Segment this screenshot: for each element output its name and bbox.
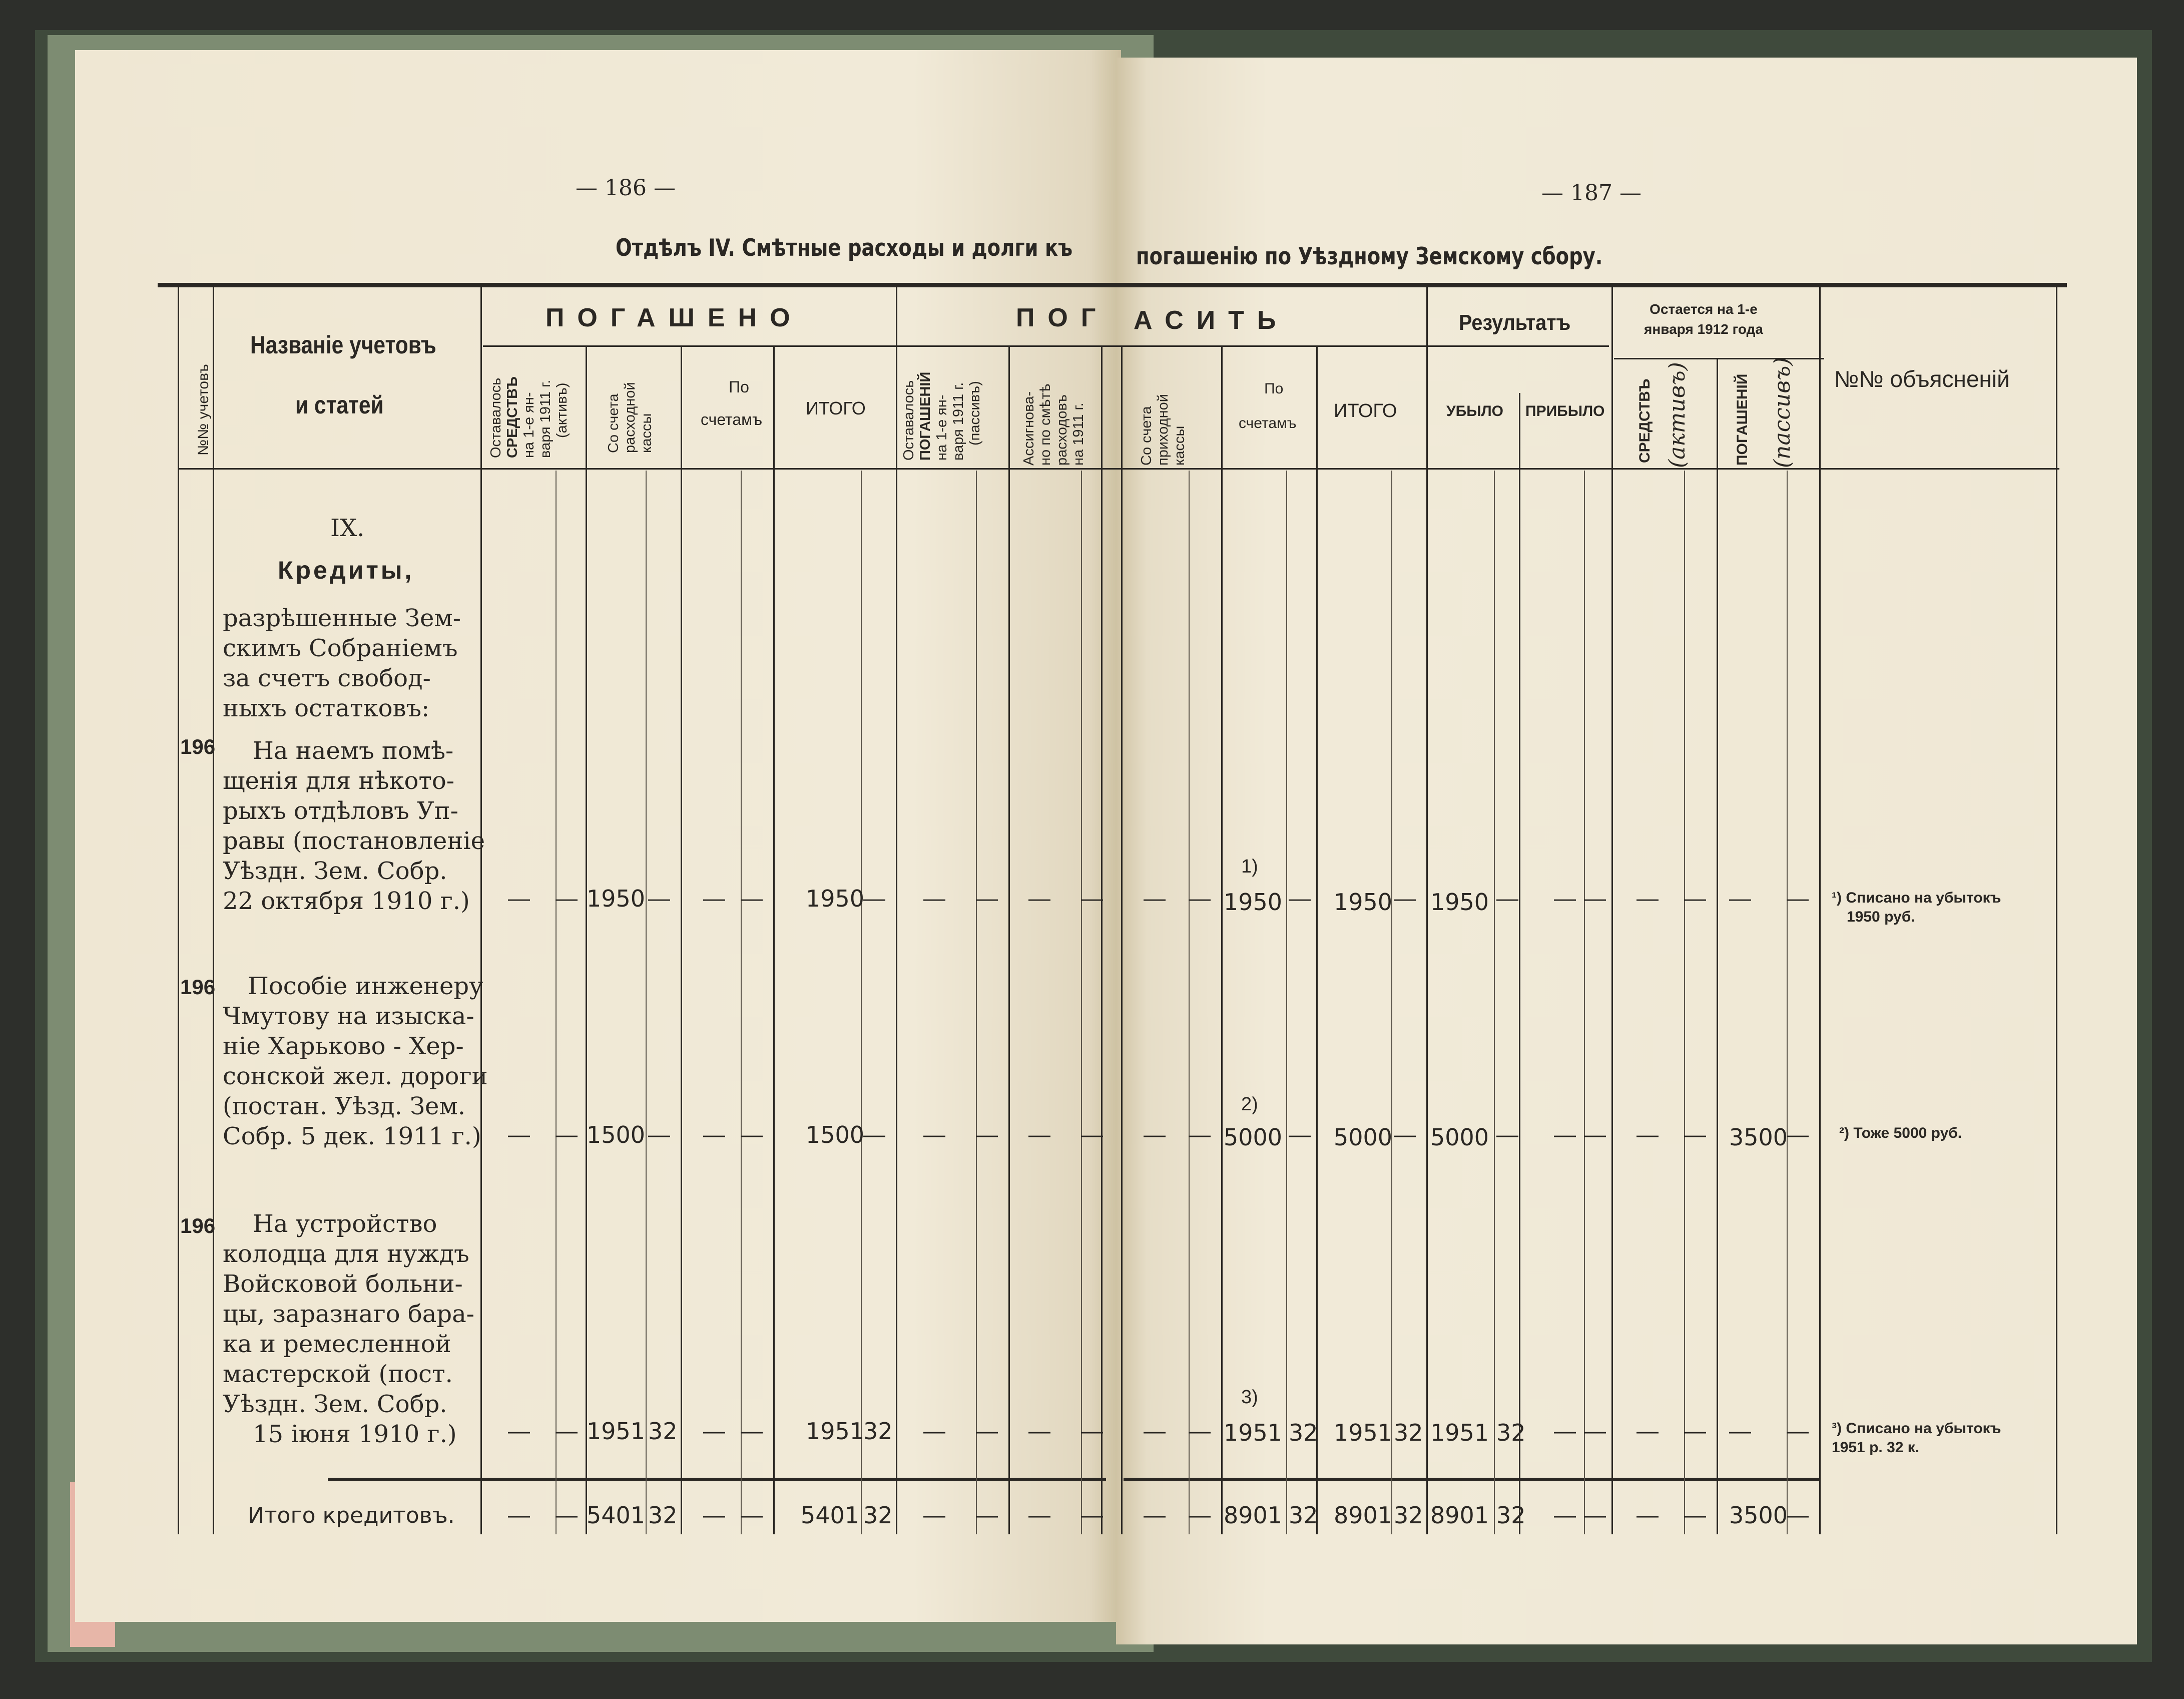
empty-cell-dash: —	[1584, 886, 1606, 911]
left-page-number: — 186 —	[576, 175, 676, 201]
row-kop-po: 32	[1289, 1419, 1318, 1446]
empty-cell-dash: —	[1496, 1122, 1518, 1147]
empty-cell-dash: —	[1684, 1419, 1706, 1443]
header-aktiv: (активъ)	[1665, 362, 1690, 468]
empty-cell-dash: —	[508, 1503, 530, 1527]
row-kop-itogo2: 32	[1394, 1419, 1423, 1446]
row-kop-ubylo: 32	[1496, 1419, 1526, 1446]
row-rash-kassa: 1950	[587, 885, 646, 912]
empty-cell-dash: —	[1028, 1122, 1050, 1147]
row-po-schetam: 1950	[1224, 889, 1283, 916]
row-note-mark: 3)	[1241, 1387, 1258, 1408]
header-so-scheta-rash: Со счета расходной кассы	[606, 382, 655, 453]
empty-cell-dash: —	[1081, 886, 1103, 911]
empty-cell-dash: —	[556, 1503, 578, 1527]
empty-cell-dash: —	[1028, 1419, 1050, 1443]
empty-cell-dash: —	[1081, 1419, 1103, 1443]
section-roman: IX.	[330, 514, 365, 542]
empty-cell-dash: —	[1636, 1419, 1659, 1443]
empty-cell-dash: —	[1189, 1122, 1211, 1147]
empty-cell-dash: —	[863, 886, 885, 911]
empty-cell-dash: —	[1787, 1503, 1809, 1527]
empty-cell-dash: —	[703, 1122, 725, 1147]
header-ostaetsya: Остается на 1-е января 1912 года	[1644, 301, 1763, 337]
header-col-num: №№ учетовъ	[195, 364, 212, 456]
header-pogasheniy: ПОГАШЕНІЙ	[1734, 373, 1751, 466]
row-note: ¹) Списано на убытокъ 1950 руб.	[1832, 890, 2001, 925]
empty-cell-dash: —	[976, 1503, 998, 1527]
row-text: На устройство колодца для нуждъ Войсковой больни- цы, заразнаго бара- ка и ремесленной мастерской (пост. Уѣздн. Зем. Собр. 15 іюня 1910 г.)	[223, 1210, 474, 1448]
empty-cell-dash: —	[1289, 1122, 1311, 1147]
empty-cell-dash: —	[976, 886, 998, 911]
header-pogasit-b: АСИТЬ	[1134, 306, 1289, 335]
row-num: 196	[180, 735, 216, 758]
empty-cell-dash: —	[741, 1122, 763, 1147]
total-kop-itogo2: 32	[1394, 1502, 1423, 1529]
header-ostavalos-sredstv: Оставалось СРЕДСТВЪ на 1-е ян- варя 1911 г. (активъ)	[488, 376, 570, 458]
empty-cell-dash: —	[1189, 1503, 1211, 1527]
empty-cell-dash: —	[556, 1122, 578, 1147]
empty-cell-dash: —	[1584, 1419, 1606, 1443]
empty-cell-dash: —	[1028, 1503, 1050, 1527]
empty-cell-dash: —	[1081, 1122, 1103, 1147]
empty-cell-dash: —	[1684, 1503, 1706, 1527]
empty-cell-dash: —	[923, 1122, 945, 1147]
empty-cell-dash: —	[648, 1122, 670, 1147]
empty-cell-dash: —	[1787, 1122, 1809, 1147]
header-rezultat: Результатъ	[1459, 310, 1571, 335]
total-kop-itogo: 32	[863, 1502, 893, 1529]
row-kop-itogo: 32	[863, 1418, 893, 1445]
empty-cell-dash: —	[1144, 1122, 1166, 1147]
empty-cell-dash: —	[1028, 886, 1050, 911]
header-sredstv: СРЕДСТВЪ	[1636, 378, 1653, 463]
empty-cell-dash: —	[1554, 1419, 1576, 1443]
row-note-mark: 1)	[1241, 856, 1258, 877]
row-itogo: 1950	[806, 885, 865, 912]
row-note: ³) Списано на убытокъ 1951 р. 32 к.	[1832, 1420, 2001, 1456]
empty-cell-dash: —	[508, 1419, 530, 1443]
empty-cell-dash: —	[976, 1122, 998, 1147]
total-ubylo: 8901	[1430, 1502, 1489, 1529]
empty-cell-dash: —	[1684, 1122, 1706, 1147]
header-col-name-1: Названіе учетовъ	[250, 331, 436, 359]
right-page-number: — 187 —	[1541, 180, 1642, 206]
row-po-schetam: 1951	[1224, 1419, 1283, 1446]
header-itogo: ИТОГО	[806, 398, 866, 418]
total-rash-kassa: 5401	[587, 1502, 646, 1529]
row-po-schetam: 5000	[1224, 1124, 1283, 1151]
header-ostavalos-pogash: Оставалось ПОГАШЕНІЙ на 1-е ян- варя 1911 г. (пассивъ)	[901, 371, 983, 461]
header-col-name-2: и статей	[295, 391, 384, 419]
empty-cell-dash: —	[1554, 1122, 1576, 1147]
empty-cell-dash: —	[976, 1419, 998, 1443]
empty-cell-dash: —	[1787, 1419, 1809, 1443]
empty-cell-dash: —	[1144, 886, 1166, 911]
empty-cell-dash: —	[508, 1122, 530, 1147]
right-page-title: погашенію по Уѣздному Земскому сбору.	[1136, 243, 1603, 270]
total-pogasheniy: 3500	[1729, 1502, 1788, 1529]
empty-cell-dash: —	[923, 1503, 945, 1527]
row-note-mark: 2)	[1241, 1094, 1258, 1115]
total-kop-ubylo: 32	[1496, 1502, 1526, 1529]
row-ubylo: 1951	[1430, 1419, 1489, 1446]
section-desc: разрѣшенные Зем- скимъ Собраніемъ за счетъ свобод- ныхъ остатковъ:	[223, 604, 461, 722]
row-text: На наемъ помѣ- щенія для нѣкото- рыхъ отдѣловъ Уп- равы (постановленіе Уѣздн. Зем. Собр. 22 октября 1910 г.)	[223, 737, 485, 915]
total-kop: 32	[648, 1502, 678, 1529]
row-kop: 32	[648, 1418, 678, 1445]
empty-cell-dash: —	[1636, 886, 1659, 911]
header-po-schetam: По счетамъ	[701, 378, 763, 429]
empty-cell-dash: —	[556, 886, 578, 911]
row-itogo2: 1950	[1334, 889, 1393, 916]
empty-cell-dash: —	[1554, 886, 1576, 911]
empty-cell-dash: —	[703, 1419, 725, 1443]
empty-cell-dash: —	[1394, 1122, 1416, 1147]
header-ubylo: УБЫЛО	[1446, 403, 1503, 419]
empty-cell-dash: —	[1729, 1419, 1751, 1443]
empty-cell-dash: —	[703, 886, 725, 911]
row-itogo2: 1951	[1334, 1419, 1393, 1446]
empty-cell-dash: —	[1289, 886, 1311, 911]
empty-cell-dash: —	[1554, 1503, 1576, 1527]
header-passiv: (пассивъ)	[1770, 357, 1795, 468]
total-kop-po: 32	[1289, 1502, 1318, 1529]
empty-cell-dash: —	[741, 1419, 763, 1443]
row-ubylo: 1950	[1430, 889, 1489, 916]
empty-cell-dash: —	[1636, 1122, 1659, 1147]
empty-cell-dash: —	[703, 1503, 725, 1527]
empty-cell-dash: —	[1787, 886, 1809, 911]
header-so-scheta-prih: Со счета приходной кассы	[1139, 394, 1188, 466]
empty-cell-dash: —	[508, 886, 530, 911]
empty-cell-dash: —	[1144, 1503, 1166, 1527]
row-itogo: 1500	[806, 1121, 865, 1148]
header-pogasheno: ПОГАШЕНО	[545, 303, 803, 332]
left-page-title: Отдѣлъ IV. Смѣтные расходы и долги къ	[616, 234, 1073, 262]
header-pribylo: ПРИБЫЛО	[1525, 403, 1605, 419]
empty-cell-dash: —	[741, 886, 763, 911]
row-itogo: 1951	[806, 1418, 865, 1445]
row-note: ²) Тоже 5000 руб.	[1839, 1125, 1962, 1141]
empty-cell-dash: —	[1584, 1122, 1606, 1147]
row-itogo2: 5000	[1334, 1124, 1393, 1151]
empty-cell-dash: —	[923, 886, 945, 911]
total-itogo: 5401	[801, 1502, 860, 1529]
total-label: Итого кредитовъ.	[248, 1503, 455, 1528]
empty-cell-dash: —	[1189, 886, 1211, 911]
empty-cell-dash: —	[1729, 886, 1751, 911]
empty-cell-dash: —	[556, 1419, 578, 1443]
total-po-schetam: 8901	[1224, 1502, 1283, 1529]
empty-cell-dash: —	[863, 1122, 885, 1147]
empty-cell-dash: —	[648, 886, 670, 911]
header-itogo-2: ИТОГО	[1334, 400, 1397, 421]
row-rash-kassa: 1500	[587, 1121, 646, 1148]
section-name: Кредиты,	[278, 556, 414, 584]
header-assignovano: Ассигнова- но по смѣтѣ расходовъ на 1911 г.	[1021, 383, 1086, 466]
row-pogasheniy: 3500	[1729, 1124, 1788, 1151]
row-num: 196	[180, 1214, 216, 1237]
row-ubylo: 5000	[1430, 1124, 1489, 1151]
row-rash-kassa: 1951	[587, 1418, 646, 1445]
header-pogasit-a: ПОГ	[1016, 303, 1109, 332]
empty-cell-dash: —	[1394, 886, 1416, 911]
header-po-schetam-2: По счетамъ	[1239, 380, 1297, 432]
row-text: Пособіе инженеру Чмутову на изыска- ніе Харьково - Хер- сонской жел. дороги (постан. Уѣзд. Зем. Собр. 5 дек. 1911 г.)	[223, 972, 488, 1150]
empty-cell-dash: —	[923, 1419, 945, 1443]
empty-cell-dash: —	[1636, 1503, 1659, 1527]
empty-cell-dash: —	[1496, 886, 1518, 911]
right-page	[1116, 58, 2137, 1644]
empty-cell-dash: —	[741, 1503, 763, 1527]
total-itogo2: 8901	[1334, 1502, 1393, 1529]
header-obyasneniy: №№ объясненій	[1834, 366, 2010, 392]
empty-cell-dash: —	[1684, 886, 1706, 911]
empty-cell-dash: —	[1584, 1503, 1606, 1527]
empty-cell-dash: —	[1144, 1419, 1166, 1443]
empty-cell-dash: —	[1189, 1419, 1211, 1443]
empty-cell-dash: —	[1081, 1503, 1103, 1527]
row-num: 196	[180, 975, 216, 999]
